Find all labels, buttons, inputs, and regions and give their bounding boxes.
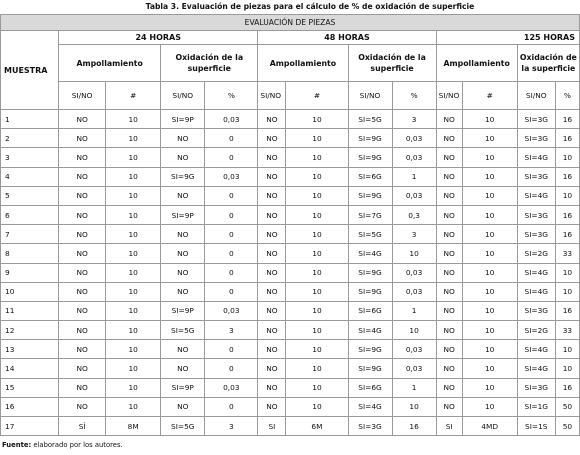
ampollamiento-si-no-24h-cell: NO	[59, 148, 106, 167]
oxidacion-si-no-48h-cell: SI=6G	[348, 167, 392, 186]
ampollamiento-count-24h-cell: 8M	[106, 417, 161, 436]
oxidacion-si-no-48h-cell: SI=5G	[348, 110, 392, 129]
sample-number-cell: 14	[1, 359, 59, 378]
oxidacion-si-no-48h-cell: SI=6G	[348, 301, 392, 320]
sample-number-cell: 10	[1, 282, 59, 301]
oxidacion-percent-24h-cell: 0,03	[205, 378, 258, 397]
oxidacion-si-no-125h-cell: SI=3G	[517, 110, 555, 129]
oxidacion-percent-48h-cell: 1	[392, 301, 436, 320]
oxidacion-si-no-24h-cell: SI=5G	[161, 321, 205, 340]
oxidacion-percent-24h-cell: 0,03	[205, 110, 258, 129]
period-header-24h: 24 HORAS	[59, 31, 258, 45]
ampollamiento-count-125h-cell: 10	[462, 359, 517, 378]
ampollamiento-header-24h: Ampollamiento	[59, 45, 161, 82]
ampollamiento-si-no-125h-cell: NO	[436, 263, 462, 282]
oxidacion-si-no-24h-cell: SI=9P	[161, 205, 205, 224]
ampollamiento-si-no-125h-cell: NO	[436, 321, 462, 340]
sample-number-cell: 17	[1, 417, 59, 436]
ampollamiento-si-no-24h-cell: NO	[59, 129, 106, 148]
sample-number-cell: 8	[1, 244, 59, 263]
ampollamiento-count-48h-cell: 10	[286, 340, 348, 359]
ampollamiento-count-125h-cell: 10	[462, 225, 517, 244]
oxidacion-si-no-24h-cell: NO	[161, 148, 205, 167]
ampollamiento-count-48h-cell: 10	[286, 186, 348, 205]
ampollamiento-si-no-125h-cell: NO	[436, 282, 462, 301]
oxidacion-si-no-48h-cell: SI=7G	[348, 205, 392, 224]
oxidacion-percent-125h-cell: 33	[555, 321, 579, 340]
oxidacion-si-no-48h-cell: SI=9G	[348, 186, 392, 205]
table-row	[1, 148, 580, 167]
oxidacion-si-no-24h-cell: SI=9G	[161, 167, 205, 186]
source-text: elaborado por los autores.	[33, 441, 123, 450]
oxidacion-percent-125h-cell: 10	[555, 186, 579, 205]
ampollamiento-count-125h-cell: 10	[462, 110, 517, 129]
ampollamiento-si-no-48h-cell: NO	[258, 244, 286, 263]
table-row	[1, 282, 580, 301]
oxidacion-percent-24h-cell: 0	[205, 186, 258, 205]
oxidacion-percent-48h-cell: 0,03	[392, 340, 436, 359]
ampollamiento-count-24h-cell: 10	[106, 301, 161, 320]
sample-number-cell: 7	[1, 225, 59, 244]
ampollamiento-si-no-125h-cell: NO	[436, 148, 462, 167]
si-no-header: SI/NO	[348, 82, 392, 110]
oxidacion-percent-24h-cell: 0	[205, 244, 258, 263]
evaluation-band-header: EVALUACIÓN DE PIEZAS	[1, 15, 580, 31]
oxidacion-si-no-125h-cell: SI=4G	[517, 340, 555, 359]
oxidacion-percent-24h-cell: 0	[205, 225, 258, 244]
oxidacion-percent-125h-cell: 16	[555, 225, 579, 244]
ampollamiento-count-24h-cell: 10	[106, 397, 161, 416]
oxidacion-si-no-48h-cell: SI=9G	[348, 148, 392, 167]
ampollamiento-si-no-48h-cell: NO	[258, 263, 286, 282]
oxidacion-percent-48h-cell: 0,3	[392, 205, 436, 224]
oxidacion-si-no-125h-cell: SI=3G	[517, 129, 555, 148]
oxidacion-si-no-48h-cell: SI=9G	[348, 340, 392, 359]
oxidacion-percent-125h-cell: 10	[555, 340, 579, 359]
sample-number-cell: 9	[1, 263, 59, 282]
oxidacion-si-no-24h-cell: NO	[161, 225, 205, 244]
table-row	[1, 225, 580, 244]
oxidacion-percent-24h-cell: 0	[205, 397, 258, 416]
source-label: Fuente:	[2, 441, 32, 450]
ampollamiento-count-48h-cell: 10	[286, 167, 348, 186]
sample-number-cell: 4	[1, 167, 59, 186]
oxidacion-percent-48h-cell: 0,03	[392, 186, 436, 205]
ampollamiento-si-no-24h-cell: NO	[59, 167, 106, 186]
oxidacion-si-no-48h-cell: SI=4G	[348, 244, 392, 263]
oxidacion-si-no-125h-cell: SI=4G	[517, 186, 555, 205]
oxidacion-si-no-48h-cell: SI=9G	[348, 282, 392, 301]
oxidacion-percent-125h-cell: 16	[555, 378, 579, 397]
ampollamiento-si-no-48h-cell: SI	[258, 417, 286, 436]
sample-number-cell: 1	[1, 110, 59, 129]
oxidacion-percent-24h-cell: 0	[205, 359, 258, 378]
oxidacion-si-no-48h-cell: SI=9G	[348, 129, 392, 148]
table-row	[1, 340, 580, 359]
sample-number-cell: 11	[1, 301, 59, 320]
oxidacion-percent-24h-cell: 0,03	[205, 167, 258, 186]
percent-header: %	[392, 82, 436, 110]
oxidacion-percent-125h-cell: 16	[555, 167, 579, 186]
ampollamiento-count-24h-cell: 10	[106, 148, 161, 167]
oxidacion-header-125h: Oxidación de la superficie	[517, 45, 579, 82]
ampollamiento-count-48h-cell: 10	[286, 263, 348, 282]
oxidacion-percent-24h-cell: 0	[205, 148, 258, 167]
oxidacion-percent-125h-cell: 10	[555, 282, 579, 301]
oxidacion-percent-24h-cell: 0,03	[205, 301, 258, 320]
ampollamiento-si-no-48h-cell: NO	[258, 321, 286, 340]
oxidacion-percent-125h-cell: 16	[555, 205, 579, 224]
ampollamiento-count-48h-cell: 6M	[286, 417, 348, 436]
ampollamiento-si-no-48h-cell: NO	[258, 148, 286, 167]
ampollamiento-si-no-48h-cell: NO	[258, 129, 286, 148]
ampollamiento-si-no-125h-cell: NO	[436, 340, 462, 359]
oxidacion-percent-48h-cell: 0,03	[392, 263, 436, 282]
ampollamiento-count-48h-cell: 10	[286, 321, 348, 340]
ampollamiento-si-no-125h-cell: NO	[436, 359, 462, 378]
oxidacion-si-no-125h-cell: SI=4G	[517, 282, 555, 301]
oxidacion-si-no-24h-cell: NO	[161, 397, 205, 416]
ampollamiento-si-no-48h-cell: NO	[258, 282, 286, 301]
oxidacion-percent-125h-cell: 50	[555, 397, 579, 416]
oxidacion-percent-48h-cell: 0,03	[392, 359, 436, 378]
ampollamiento-count-48h-cell: 10	[286, 359, 348, 378]
ampollamiento-count-125h-cell: 10	[462, 167, 517, 186]
evaluation-table	[0, 14, 580, 436]
ampollamiento-header-125h: Ampollamiento	[436, 45, 517, 82]
ampollamiento-count-125h-cell: 10	[462, 263, 517, 282]
table-row	[1, 263, 580, 282]
oxidacion-percent-48h-cell: 10	[392, 321, 436, 340]
oxidacion-si-no-125h-cell: SI=2G	[517, 244, 555, 263]
ampollamiento-si-no-125h-cell: NO	[436, 205, 462, 224]
oxidacion-si-no-24h-cell: SI=9P	[161, 301, 205, 320]
ampollamiento-si-no-125h-cell: NO	[436, 225, 462, 244]
oxidacion-percent-125h-cell: 10	[555, 148, 579, 167]
ampollamiento-count-24h-cell: 10	[106, 167, 161, 186]
ampollamiento-si-no-24h-cell: SÍ	[59, 417, 106, 436]
table-row	[1, 359, 580, 378]
oxidacion-si-no-125h-cell: SI=4G	[517, 148, 555, 167]
ampollamiento-count-48h-cell: 10	[286, 148, 348, 167]
sample-number-cell: 6	[1, 205, 59, 224]
oxidacion-header-24h: Oxidación de la superficie	[161, 45, 258, 82]
oxidacion-si-no-125h-cell: SI=1S	[517, 417, 555, 436]
oxidacion-percent-24h-cell: 3	[205, 321, 258, 340]
oxidacion-si-no-24h-cell: SI=9P	[161, 110, 205, 129]
ampollamiento-si-no-125h-cell: NO	[436, 110, 462, 129]
oxidacion-percent-48h-cell: 16	[392, 417, 436, 436]
oxidacion-percent-48h-cell: 0,03	[392, 282, 436, 301]
ampollamiento-si-no-125h-cell: NO	[436, 244, 462, 263]
ampollamiento-count-24h-cell: 10	[106, 263, 161, 282]
period-header-48h: 48 HORAS	[258, 31, 436, 45]
ampollamiento-count-24h-cell: 10	[106, 225, 161, 244]
ampollamiento-count-24h-cell: 10	[106, 321, 161, 340]
sample-number-cell: 15	[1, 378, 59, 397]
ampollamiento-si-no-48h-cell: NO	[258, 186, 286, 205]
oxidacion-si-no-125h-cell: SI=3G	[517, 167, 555, 186]
table-row	[1, 378, 580, 397]
table-row	[1, 321, 580, 340]
oxidacion-si-no-125h-cell: SI=3G	[517, 205, 555, 224]
ampollamiento-count-48h-cell: 10	[286, 129, 348, 148]
oxidacion-percent-48h-cell: 1	[392, 378, 436, 397]
oxidacion-percent-24h-cell: 3	[205, 417, 258, 436]
ampollamiento-count-125h-cell: 10	[462, 148, 517, 167]
ampollamiento-count-125h-cell: 10	[462, 378, 517, 397]
ampollamiento-count-125h-cell: 10	[462, 340, 517, 359]
si-no-header: SI/NO	[59, 82, 106, 110]
ampollamiento-count-125h-cell: 10	[462, 129, 517, 148]
ampollamiento-count-125h-cell: 10	[462, 282, 517, 301]
ampollamiento-si-no-48h-cell: NO	[258, 225, 286, 244]
oxidacion-si-no-24h-cell: NO	[161, 282, 205, 301]
oxidacion-percent-24h-cell: 0	[205, 340, 258, 359]
ampollamiento-count-125h-cell: 10	[462, 186, 517, 205]
table-row	[1, 397, 580, 416]
sample-number-cell: 2	[1, 129, 59, 148]
oxidacion-percent-48h-cell: 10	[392, 397, 436, 416]
ampollamiento-si-no-48h-cell: NO	[258, 167, 286, 186]
oxidacion-si-no-125h-cell: SI=2G	[517, 321, 555, 340]
oxidacion-si-no-125h-cell: SI=4G	[517, 263, 555, 282]
ampollamiento-count-24h-cell: 10	[106, 359, 161, 378]
oxidacion-percent-48h-cell: 0,03	[392, 148, 436, 167]
table-body	[1, 110, 580, 436]
si-no-header: SI/NO	[517, 82, 555, 110]
ampollamiento-count-48h-cell: 10	[286, 378, 348, 397]
oxidacion-percent-125h-cell: 50	[555, 417, 579, 436]
count-header: #	[286, 82, 348, 110]
oxidacion-percent-48h-cell: 3	[392, 225, 436, 244]
ampollamiento-count-125h-cell: 4MD	[462, 417, 517, 436]
count-header: #	[462, 82, 517, 110]
ampollamiento-si-no-24h-cell: NO	[59, 244, 106, 263]
ampollamiento-si-no-24h-cell: NO	[59, 205, 106, 224]
ampollamiento-count-48h-cell: 10	[286, 397, 348, 416]
ampollamiento-count-125h-cell: 10	[462, 321, 517, 340]
table-row	[1, 301, 580, 320]
oxidacion-percent-48h-cell: 3	[392, 110, 436, 129]
ampollamiento-si-no-24h-cell: NO	[59, 378, 106, 397]
ampollamiento-count-24h-cell: 10	[106, 282, 161, 301]
ampollamiento-si-no-125h-cell: NO	[436, 397, 462, 416]
oxidacion-percent-125h-cell: 16	[555, 110, 579, 129]
oxidacion-si-no-48h-cell: SI=4G	[348, 397, 392, 416]
oxidacion-percent-48h-cell: 1	[392, 167, 436, 186]
oxidacion-si-no-48h-cell: SI=4G	[348, 321, 392, 340]
ampollamiento-si-no-24h-cell: NO	[59, 359, 106, 378]
ampollamiento-si-no-125h-cell: NO	[436, 378, 462, 397]
ampollamiento-si-no-24h-cell: NO	[59, 301, 106, 320]
ampollamiento-si-no-24h-cell: NO	[59, 225, 106, 244]
ampollamiento-si-no-24h-cell: NO	[59, 186, 106, 205]
table-row	[1, 244, 580, 263]
table-row	[1, 186, 580, 205]
ampollamiento-si-no-125h-cell: NO	[436, 167, 462, 186]
ampollamiento-header-48h: Ampollamiento	[258, 45, 348, 82]
sample-number-cell: 3	[1, 148, 59, 167]
table-row	[1, 110, 580, 129]
oxidacion-percent-48h-cell: 0,03	[392, 129, 436, 148]
ampollamiento-count-24h-cell: 10	[106, 378, 161, 397]
oxidacion-si-no-125h-cell: SI=1G	[517, 397, 555, 416]
ampollamiento-si-no-24h-cell: NO	[59, 263, 106, 282]
oxidacion-percent-125h-cell: 10	[555, 263, 579, 282]
ampollamiento-count-48h-cell: 10	[286, 301, 348, 320]
ampollamiento-si-no-48h-cell: NO	[258, 301, 286, 320]
ampollamiento-count-125h-cell: 10	[462, 244, 517, 263]
oxidacion-percent-48h-cell: 10	[392, 244, 436, 263]
percent-header: %	[555, 82, 579, 110]
ampollamiento-si-no-48h-cell: NO	[258, 397, 286, 416]
oxidacion-percent-24h-cell: 0	[205, 205, 258, 224]
ampollamiento-count-24h-cell: 10	[106, 110, 161, 129]
percent-header: %	[205, 82, 258, 110]
table-row	[1, 205, 580, 224]
oxidacion-si-no-48h-cell: SI=6G	[348, 378, 392, 397]
muestra-header: MUESTRA	[1, 31, 59, 110]
oxidacion-percent-24h-cell: 0	[205, 263, 258, 282]
ampollamiento-si-no-24h-cell: NO	[59, 340, 106, 359]
oxidacion-percent-125h-cell: 10	[555, 359, 579, 378]
sample-number-cell: 5	[1, 186, 59, 205]
oxidacion-si-no-24h-cell: NO	[161, 359, 205, 378]
oxidacion-si-no-48h-cell: SI=9G	[348, 263, 392, 282]
oxidacion-percent-125h-cell: 33	[555, 244, 579, 263]
oxidacion-si-no-48h-cell: SI=9G	[348, 359, 392, 378]
ampollamiento-si-no-125h-cell: NO	[436, 186, 462, 205]
ampollamiento-si-no-125h-cell: NO	[436, 129, 462, 148]
ampollamiento-si-no-125h-cell: NO	[436, 301, 462, 320]
sample-number-cell: 12	[1, 321, 59, 340]
ampollamiento-si-no-24h-cell: NO	[59, 282, 106, 301]
oxidacion-si-no-24h-cell: SI=5G	[161, 417, 205, 436]
si-no-header: SI/NO	[258, 82, 286, 110]
source-note	[0, 441, 580, 449]
sample-number-cell: 13	[1, 340, 59, 359]
ampollamiento-count-24h-cell: 10	[106, 244, 161, 263]
ampollamiento-count-125h-cell: 10	[462, 301, 517, 320]
oxidacion-si-no-24h-cell: NO	[161, 340, 205, 359]
oxidacion-percent-24h-cell: 0	[205, 282, 258, 301]
ampollamiento-si-no-24h-cell: NO	[59, 397, 106, 416]
oxidacion-si-no-125h-cell: SI=3G	[517, 225, 555, 244]
oxidacion-si-no-24h-cell: NO	[161, 244, 205, 263]
oxidacion-si-no-24h-cell: NO	[161, 263, 205, 282]
ampollamiento-count-48h-cell: 10	[286, 225, 348, 244]
ampollamiento-si-no-48h-cell: NO	[258, 340, 286, 359]
si-no-header: SI/NO	[161, 82, 205, 110]
ampollamiento-count-24h-cell: 10	[106, 340, 161, 359]
oxidacion-si-no-24h-cell: NO	[161, 186, 205, 205]
sample-number-cell: 16	[1, 397, 59, 416]
ampollamiento-si-no-48h-cell: NO	[258, 110, 286, 129]
oxidacion-si-no-125h-cell: SI=4G	[517, 359, 555, 378]
count-header: #	[106, 82, 161, 110]
oxidacion-si-no-24h-cell: SI=9P	[161, 378, 205, 397]
oxidacion-si-no-125h-cell: SI=3G	[517, 378, 555, 397]
table-caption: Tabla 3. Evaluación de piezas para el cálculo de % de oxidación de superficie	[145, 2, 475, 11]
ampollamiento-si-no-125h-cell: SI	[436, 417, 462, 436]
ampollamiento-si-no-24h-cell: NO	[59, 321, 106, 340]
table-row	[1, 167, 580, 186]
oxidacion-percent-125h-cell: 16	[555, 129, 579, 148]
ampollamiento-si-no-24h-cell: NO	[59, 110, 106, 129]
oxidacion-si-no-48h-cell: SI=5G	[348, 225, 392, 244]
ampollamiento-si-no-48h-cell: NO	[258, 359, 286, 378]
ampollamiento-count-48h-cell: 10	[286, 205, 348, 224]
table-row	[1, 417, 580, 436]
ampollamiento-count-24h-cell: 10	[106, 186, 161, 205]
ampollamiento-count-125h-cell: 10	[462, 397, 517, 416]
ampollamiento-count-24h-cell: 10	[106, 205, 161, 224]
oxidacion-si-no-48h-cell: SI=3G	[348, 417, 392, 436]
oxidacion-percent-125h-cell: 16	[555, 301, 579, 320]
si-no-header: SI/NO	[436, 82, 462, 110]
ampollamiento-count-48h-cell: 10	[286, 110, 348, 129]
ampollamiento-si-no-48h-cell: NO	[258, 378, 286, 397]
oxidacion-percent-24h-cell: 0	[205, 129, 258, 148]
table-row	[1, 129, 580, 148]
ampollamiento-count-24h-cell: 10	[106, 129, 161, 148]
oxidacion-si-no-24h-cell: NO	[161, 129, 205, 148]
oxidacion-header-48h: Oxidación de la superficie	[348, 45, 436, 82]
ampollamiento-count-48h-cell: 10	[286, 244, 348, 263]
ampollamiento-count-48h-cell: 10	[286, 282, 348, 301]
ampollamiento-count-125h-cell: 10	[462, 205, 517, 224]
ampollamiento-si-no-48h-cell: NO	[258, 205, 286, 224]
period-header-125h: 125 HORAS	[436, 31, 579, 45]
oxidacion-si-no-125h-cell: SI=3G	[517, 301, 555, 320]
